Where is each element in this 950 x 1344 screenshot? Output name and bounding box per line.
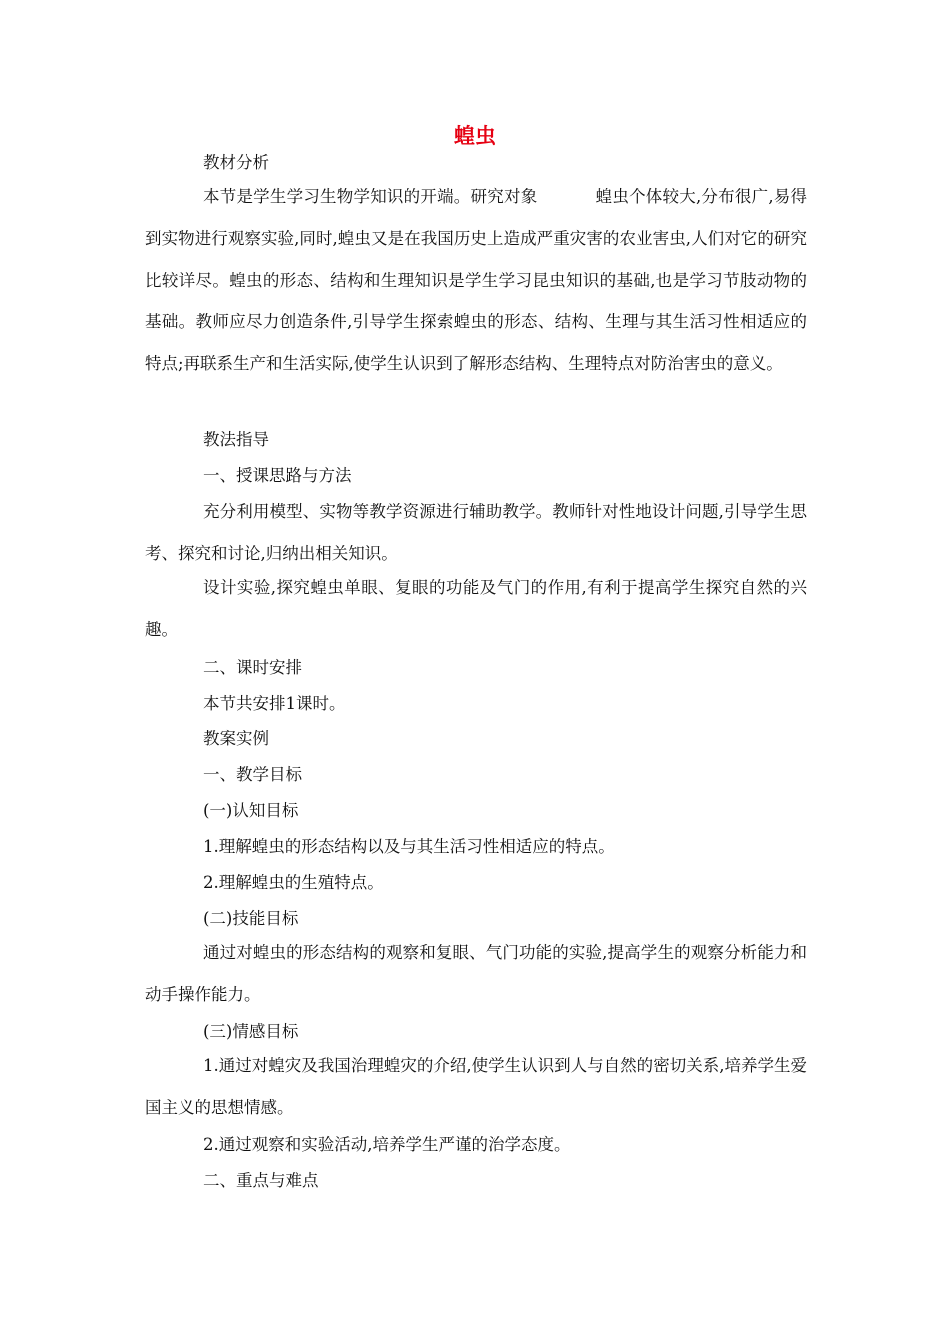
skill-goals-paragraph: 通过对蝗虫的形态结构的观察和复眼、气门功能的实验,提高学生的观察分析能力和动手操作能力。: [145, 943, 807, 1004]
emotional-goals-title: (三)情感目标: [203, 1022, 299, 1041]
heading-lesson-example: 教案实例: [203, 729, 269, 748]
analysis-text-part2: 蝗虫个体较大,分布很广,易得到实物进行观察实验,同时,蝗虫又是在我国历史上造成严重灾害的农业害虫,人们对它的研究比较详尽。蝗虫的形态、结构和生理知识是学生学习昆虫知识的基础,也是学习节肢动物的基础。教师应尽力创造条件,引导学生探索蝗虫的形态、结构、生理与其生活习性相适应的特点;再联系生产和生活实际,使学生认识到了解形态结构、生理特点对防治害虫的意义。: [145, 187, 807, 374]
document-title: 蝗虫: [454, 124, 496, 148]
emotional-goal-item-1: 1.通过对蝗灾及我国治理蝗灾的介绍,使学生认识到人与自然的密切关系,培养学生爱国主义的思想情感。: [145, 1056, 807, 1117]
skill-goals-title: (二)技能目标: [203, 909, 299, 928]
analysis-text-part1: 本节是学生学习生物学知识的开端。研究对象: [203, 187, 538, 206]
cognitive-goals-title: (一)认知目标: [203, 801, 299, 820]
schedule-text: 本节共安排1课时。: [203, 694, 346, 713]
section-key-points-title: 二、重点与难点: [203, 1171, 319, 1190]
section-approach-title: 一、授课思路与方法: [203, 466, 352, 485]
method-paragraph-1: 充分利用模型、实物等教学资源进行辅助教学。教师针对性地设计问题,引导学生思考、探究和讨论,归纳出相关知识。: [145, 502, 807, 563]
emotional-goal-item-2: 2.通过观察和实验活动,培养学生严谨的治学态度。: [203, 1135, 571, 1154]
cognitive-goal-item-2: 2.理解蝗虫的生殖特点。: [203, 873, 384, 892]
section-schedule-title: 二、课时安排: [203, 658, 302, 677]
cognitive-goal-item-1: 1.理解蝗虫的形态结构以及与其生活习性相适应的特点。: [203, 837, 615, 856]
method-paragraph-2: 设计实验,探究蝗虫单眼、复眼的功能及气门的作用,有利于提高学生探究自然的兴趣。: [145, 578, 807, 639]
heading-textbook-analysis: 教材分析: [203, 153, 269, 172]
heading-teaching-method: 教法指导: [203, 430, 269, 449]
analysis-paragraph: [145, 176, 807, 385]
section-goals-title: 一、教学目标: [203, 765, 302, 784]
